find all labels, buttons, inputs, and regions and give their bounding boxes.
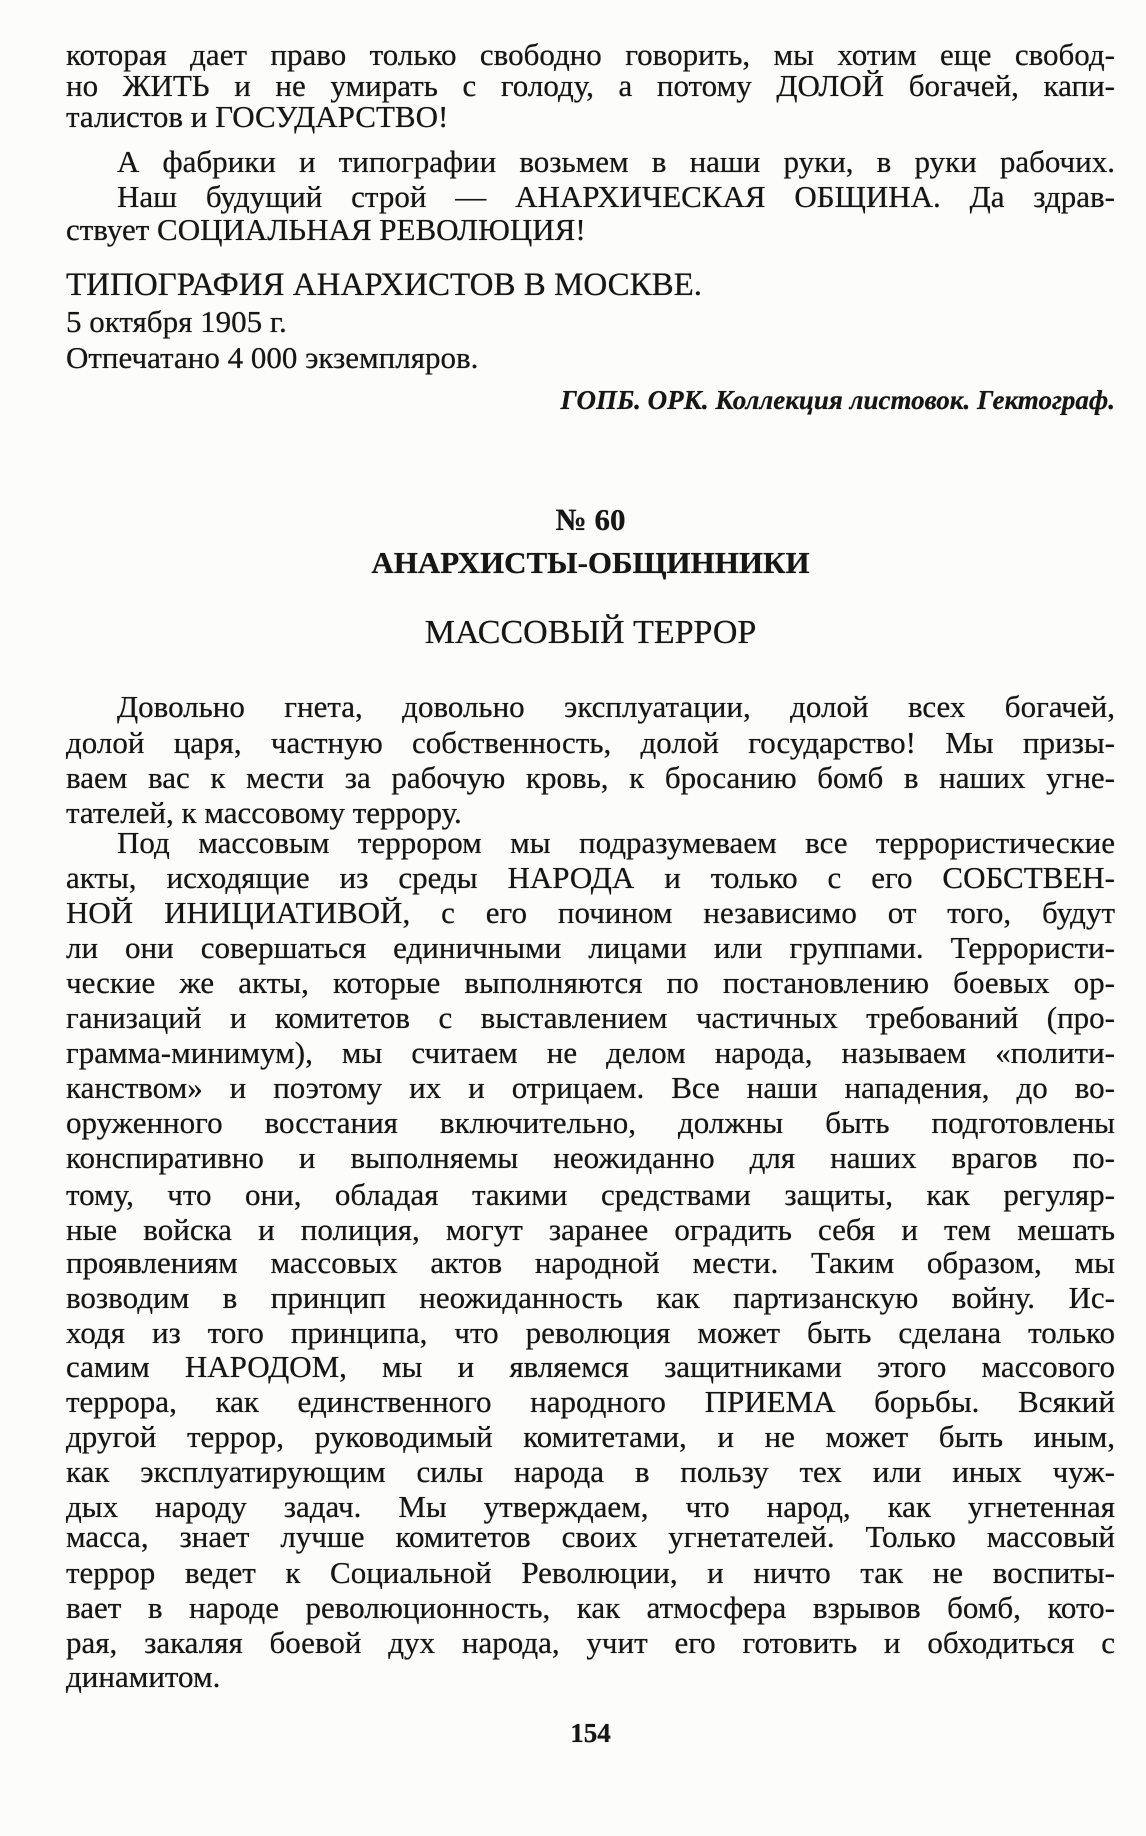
document-author: АНАРХИСТЫ-ОБЩИННИКИ: [371, 545, 810, 580]
text-line: проявлениям массовых актов народной мести. Таким образом, мы: [66, 1245, 1115, 1280]
text-line: канством» и поэтому их и отрицаем. Все наши нападения, до во-: [66, 1070, 1115, 1105]
text-line: ствует СОЦИАЛЬНАЯ РЕВОЛЮЦИЯ!: [66, 212, 586, 247]
document-title: МАССОВЫЙ ТЕРРОР: [424, 614, 757, 651]
text-line: масса, знает лучше комитетов своих угнетателей. Только массовый: [66, 1519, 1115, 1554]
text-line: ческие же акты, которые выполняются по постановлению боевых ор-: [66, 965, 1115, 1000]
document-number: № 60: [555, 502, 626, 537]
text-line: как эксплуатирующим силы народа в пользу тех или иных чуж-: [66, 1454, 1115, 1489]
text-line: террор ведет к Социальной Революции, и ничто так не воспиты-: [66, 1555, 1115, 1590]
text-line: ваем вас к мести за рабочую кровь, к бросанию бомб в наших угне-: [66, 760, 1115, 795]
text-line: рая, закаляя боевой дух народа, учит его готовить и обходиться с: [66, 1625, 1115, 1660]
text-line: акты, исходящие из среды НАРОДА и только с его СОБСТВЕН-: [66, 860, 1115, 895]
text-line: НОЙ ИНИЦИАТИВОЙ, с его почином независимо от того, будут: [66, 895, 1115, 930]
text-line: самим НАРОДОМ, мы и являемся защитниками этого массового: [66, 1349, 1115, 1384]
date-line: 5 октября 1905 г.: [66, 304, 287, 339]
text-line: оруженного восстания включительно, должны быть подготовлены: [66, 1105, 1115, 1140]
text-line: Довольно гнета, довольно эксплуатации, долой всех богачей,: [117, 689, 1115, 724]
text-line: ные войска и полиция, могут заранее оградить себя и тем мешать: [66, 1212, 1115, 1247]
text-line: талистов и ГОСУДАРСТВО!: [66, 99, 449, 134]
text-line: вает в народе революционность, как атмосфера взрывов бомб, кото-: [66, 1590, 1115, 1625]
text-line: ганизаций и комитетов с выставлением частичных требований (про-: [66, 1000, 1115, 1035]
text-line: ходя из того принципа, что революция может быть сделана только: [66, 1315, 1115, 1350]
text-line: грамма-минимум), мы считаем не делом народа, называем «полити-: [66, 1035, 1115, 1070]
text-line: А фабрики и типографии возьмем в наши руки, в руки рабочих.: [117, 144, 1115, 179]
text-line: конспиративно и выполняемы неожиданно для наших врагов по-: [66, 1140, 1115, 1175]
text-line: долой царя, частную собственность, долой государство! Мы призы-: [66, 725, 1115, 760]
text-line: Под массовым террором мы подразумеваем все террористические: [117, 825, 1115, 860]
text-line: но ЖИТЬ и не умирать с голоду, а потому ДОЛОЙ богачей, капи-: [66, 68, 1115, 103]
text-line: другой террор, руководимый комитетами, и не может быть иным,: [66, 1419, 1115, 1454]
printer-line: ТИПОГРАФИЯ АНАРХИСТОВ В МОСКВЕ.: [66, 267, 703, 303]
text-line: тому, что они, обладая такими средствами защиты, как регуляр-: [66, 1177, 1115, 1212]
text-line: ли они совершаться единичными лицами или группами. Террористи-: [66, 930, 1115, 965]
text-line: которая дает право только свободно говорить, мы хотим еще свобод-: [66, 37, 1115, 72]
text-line: дых народу задач. Мы утверждаем, что народ, как угнетенная: [66, 1489, 1115, 1524]
text-line: возводим в принцип неожиданность как партизанскую войну. Ис-: [66, 1280, 1115, 1315]
page-number: 154: [570, 1718, 611, 1748]
copies-line: Отпечатано 4 000 экземпляров.: [66, 340, 479, 375]
source-reference: ГОПБ. ОРК. Коллекция листовок. Гектограф.: [560, 385, 1115, 415]
text-line: Наш будущий строй — АНАРХИЧЕСКАЯ ОБЩИНА. Да здрав-: [117, 179, 1115, 214]
text-line: террора, как единственного народного ПРИЕМА борьбы. Всякий: [66, 1384, 1115, 1419]
text-line: динамитом.: [66, 1659, 221, 1694]
text-line: тателей, к массовому террору.: [66, 795, 462, 830]
